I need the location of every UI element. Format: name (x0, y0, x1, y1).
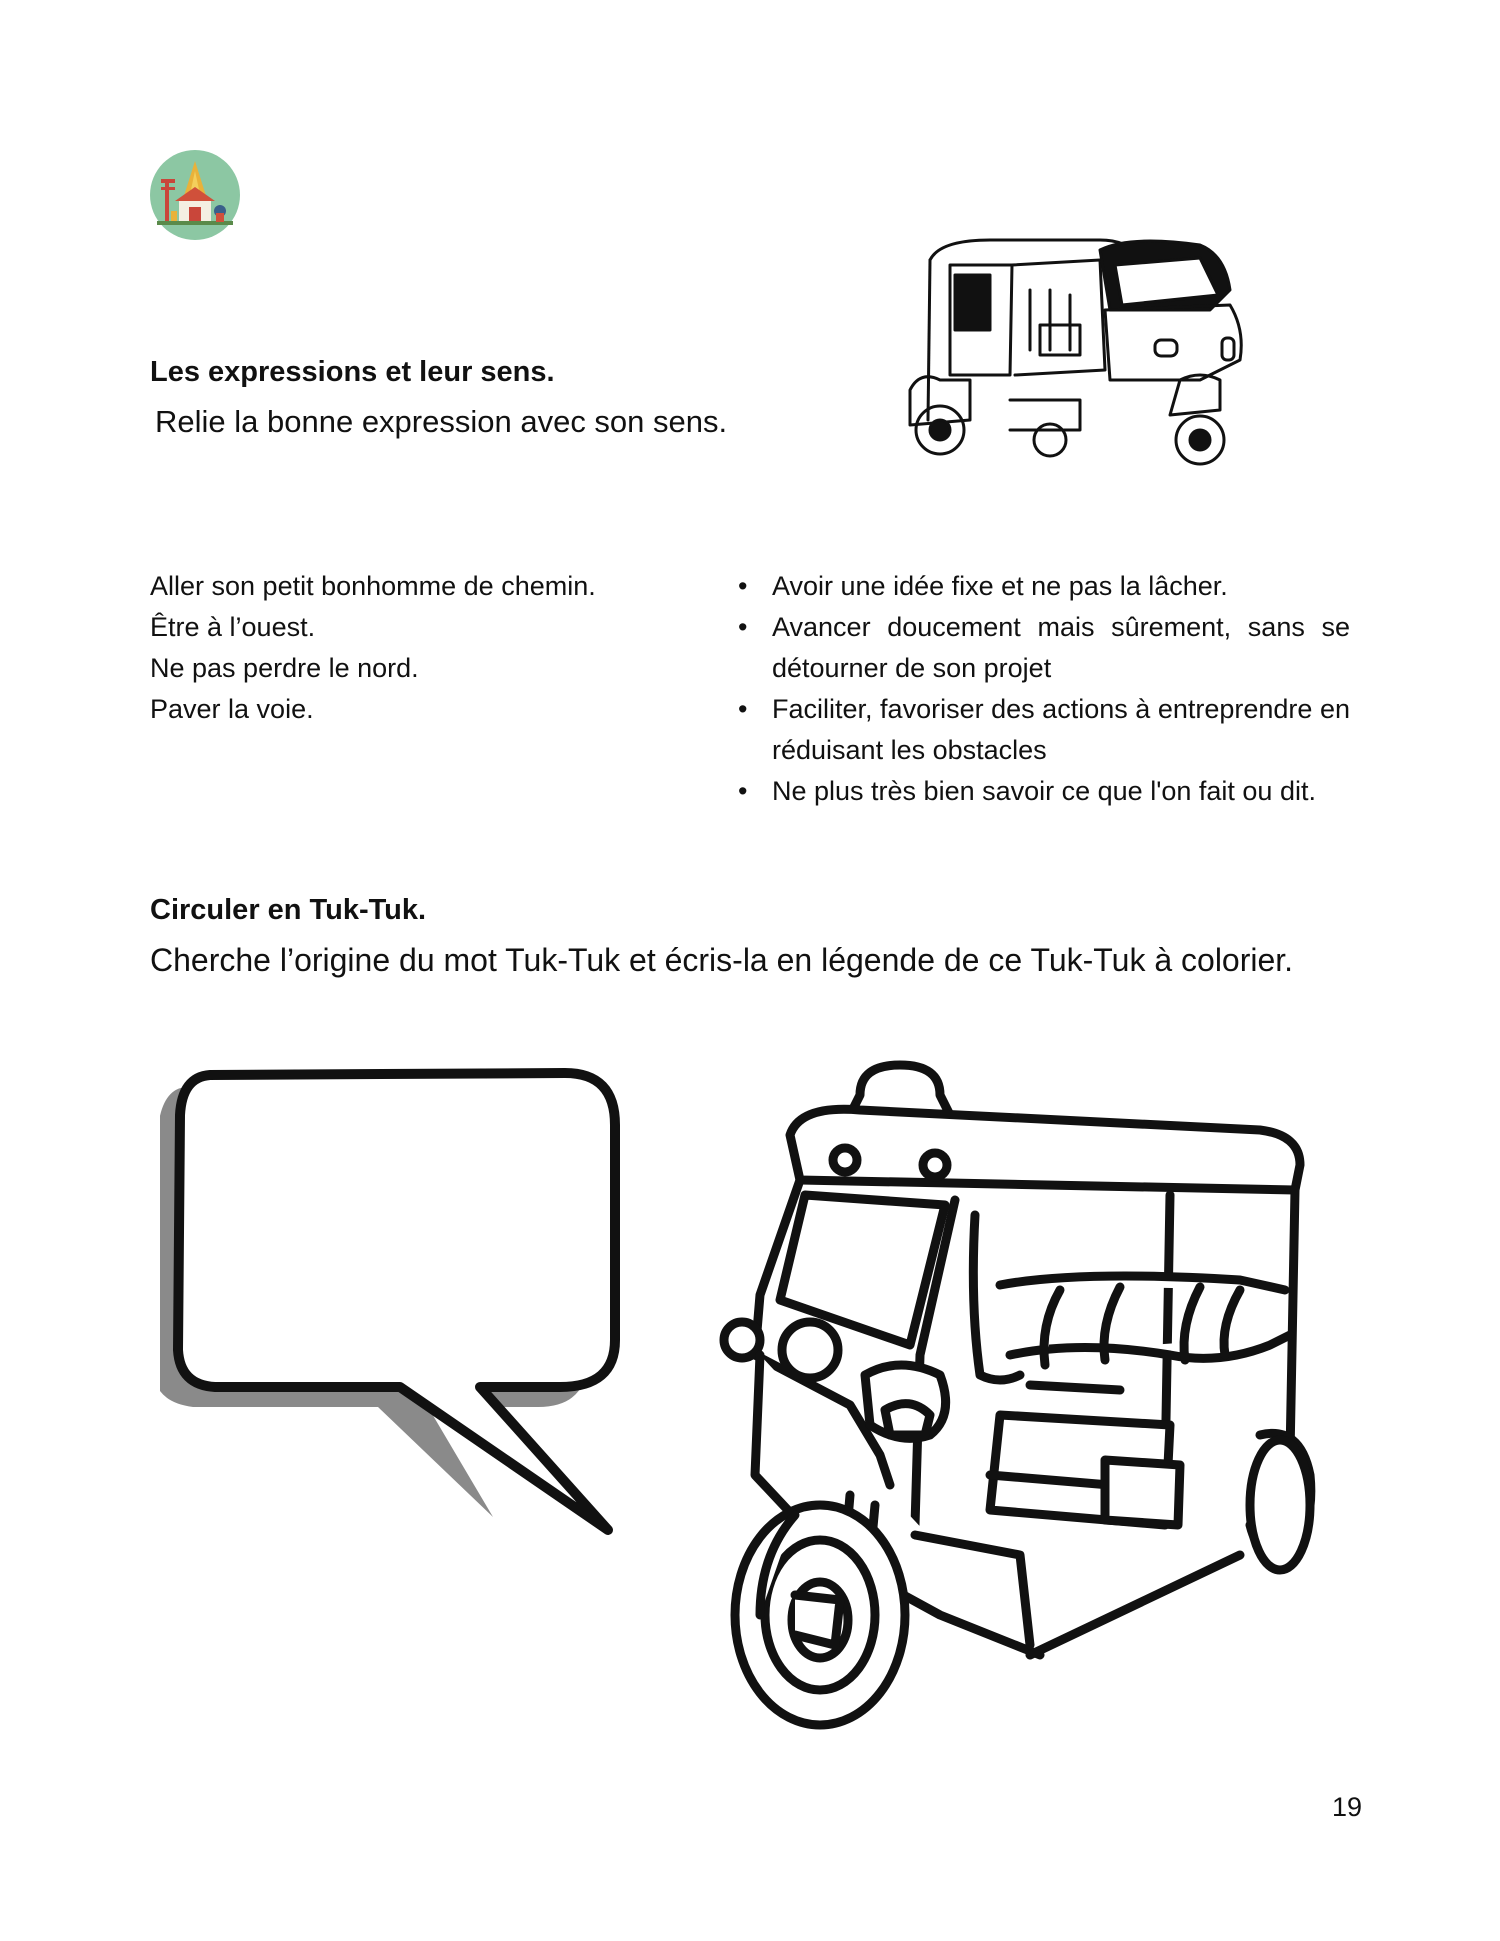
meaning-item (734, 689, 1350, 771)
expression-item: Être à l’ouest. (150, 612, 316, 642)
bullet-icon: • (738, 571, 748, 601)
expression-item: Paver la voie. (150, 694, 314, 724)
meanings-list (734, 566, 1350, 812)
section-title-tuktuk: Circuler en Tuk-Tuk. (150, 894, 427, 926)
speech-bubble-icon (160, 1055, 720, 1545)
tuk-tuk-sketch-icon (900, 230, 1250, 480)
tuk-tuk-coloring-icon (700, 1055, 1320, 1735)
meaning-item (734, 566, 1350, 607)
meaning-item (734, 607, 1350, 689)
meaning-text: Avancer doucement mais sûrement, sans se détourner de son projet (772, 612, 1350, 683)
expression-item: Ne pas perdre le nord. (150, 653, 419, 683)
section-instruction-tuktuk: Cherche l’origine du mot Tuk-Tuk et écris-la en légende de ce Tuk-Tuk à colorier. (150, 942, 1294, 978)
expression-item: Aller son petit bonhomme de chemin. (150, 571, 596, 601)
section-instruction-expressions: Relie la bonne expression avec son sens. (155, 404, 728, 439)
thai-temple-icon (149, 149, 241, 241)
bullet-icon: • (738, 694, 748, 724)
bullet-icon: • (738, 776, 748, 806)
meaning-text: Ne plus très bien savoir ce que l'on fait ou dit. (772, 776, 1316, 806)
meaning-item (734, 771, 1350, 812)
expressions-list (150, 566, 730, 730)
bullet-icon: • (738, 612, 748, 642)
meaning-text: Avoir une idée fixe et ne pas la lâcher. (772, 571, 1228, 601)
page-number: 19 (1332, 1792, 1363, 1822)
section-title-expressions: Les expressions et leur sens. (150, 356, 555, 388)
meaning-text: Faciliter, favoriser des actions à entreprendre en réduisant les obstacles (772, 694, 1350, 765)
